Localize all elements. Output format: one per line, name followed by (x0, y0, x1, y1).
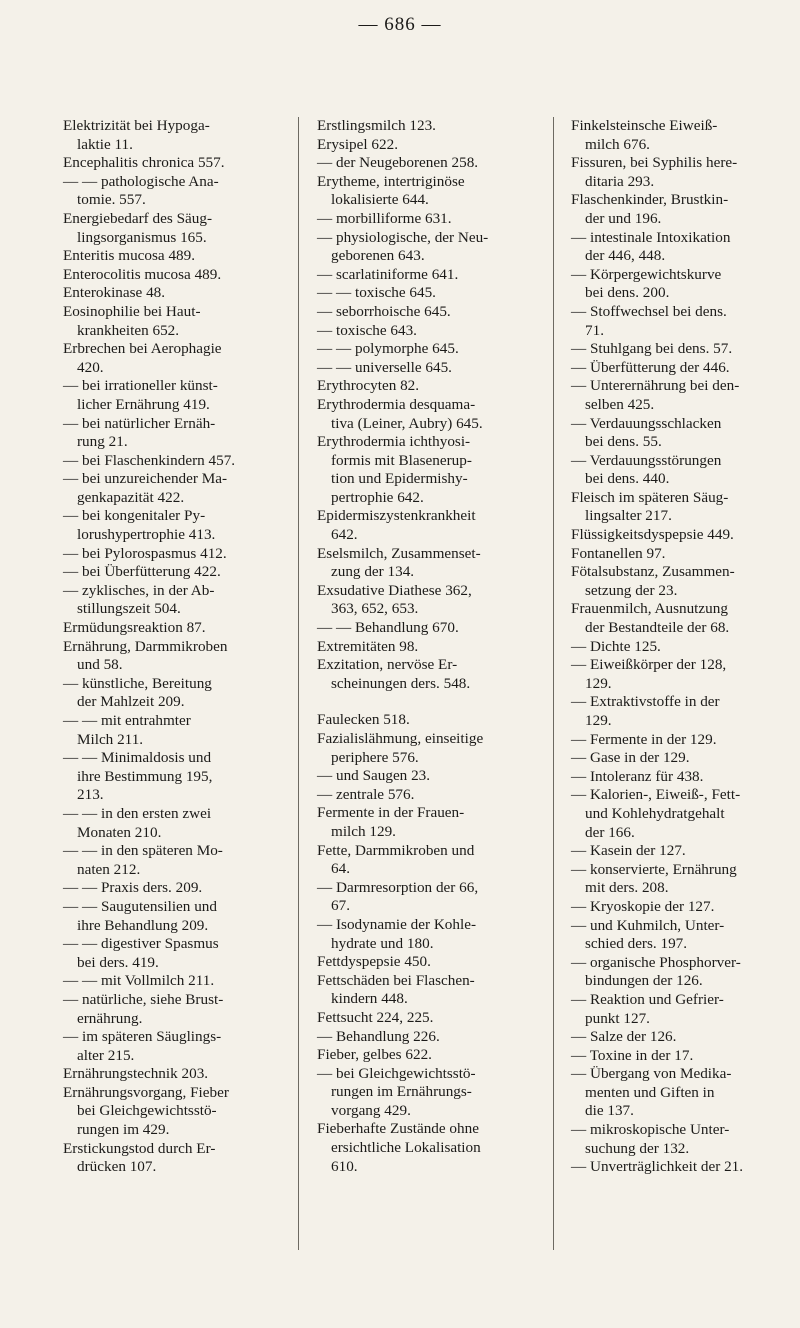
index-entry (63, 712, 273, 749)
index-entry (63, 266, 273, 285)
index-column-3 (571, 117, 776, 1177)
index-entry (317, 842, 522, 879)
index-entry-line: — — mit Vollmilch 211. (63, 972, 215, 990)
index-entry (571, 266, 776, 303)
index-entry-line: Milch 211. (77, 730, 144, 748)
index-entry (317, 507, 522, 544)
index-entry (571, 359, 776, 378)
index-entry-line: — — Saugutensilien und (63, 897, 217, 915)
index-entry (63, 117, 273, 154)
index-entry-line: der Bestandteile der 68. (585, 619, 730, 637)
index-entry-line: menten und Giften in (585, 1083, 715, 1101)
index-entry (63, 879, 273, 898)
index-entry-line: bei Gleichgewichtsstö- (77, 1102, 217, 1120)
index-entry (317, 1009, 522, 1028)
index-entry (63, 1084, 273, 1140)
index-entry-line: und Kohlehydratgehalt (585, 804, 725, 822)
index-entry (317, 1120, 522, 1176)
index-entry-line: Erstickungstod durch Er- (63, 1139, 216, 1157)
index-entry (317, 173, 522, 210)
index-entry-line: — — Praxis ders. 209. (63, 879, 203, 897)
index-entry-line: Erytheme, intertriginöse (317, 172, 465, 190)
index-entry-line: Energiebedarf des Säug- (63, 209, 213, 227)
index-entry-line: — Gase in der 129. (571, 749, 690, 767)
index-entry-line: selben 425. (585, 395, 655, 413)
index-entry-line: Exsudative Diathese 362, (317, 581, 472, 599)
index-entry-line: Erythrodermia desquama- (317, 395, 476, 413)
index-entry (571, 786, 776, 842)
index-entry-line: scheinungen ders. 548. (331, 674, 471, 692)
index-entry (571, 489, 776, 526)
index-entry-line: — Behandlung 226. (317, 1027, 440, 1045)
index-entry (63, 284, 273, 303)
index-entry (63, 619, 273, 638)
index-entry-line: — Unterernährung bei den- (571, 377, 740, 395)
index-entry (571, 1158, 776, 1177)
index-entry-line: drücken 107. (77, 1158, 157, 1176)
index-entry-line: ernährung. (77, 1009, 143, 1027)
index-entry-line: Encephalitis chronica 557. (63, 154, 225, 172)
index-entry (571, 340, 776, 359)
index-entry-line: der 446, 448. (585, 247, 666, 265)
index-entry-line: schied ders. 197. (585, 935, 688, 953)
index-entry (317, 359, 522, 378)
index-entry (571, 749, 776, 768)
index-entry (317, 433, 522, 507)
index-column-2 (317, 117, 522, 1176)
index-entry-line: — im späteren Säuglings- (63, 1028, 222, 1046)
index-entry (63, 805, 273, 842)
index-entry-line: kindern 448. (331, 990, 408, 1008)
index-entry (63, 340, 273, 377)
index-entry-line: — Kalorien-, Eiweiß-, Fett- (571, 786, 741, 804)
index-entry-line: Fettsucht 224, 225. (317, 1008, 434, 1026)
index-entry-line: und 58. (77, 656, 123, 674)
index-entry (571, 563, 776, 600)
index-entry-line: — organische Phosphorver- (571, 953, 741, 971)
index-entry-line: periphere 576. (331, 748, 419, 766)
index-entry (63, 1065, 273, 1084)
index-entry-line: — — toxische 645. (317, 284, 436, 302)
index-entry-line: Fötalsubstanz, Zusammen- (571, 563, 735, 581)
index-entry (317, 619, 522, 638)
index-entry-line: — Unverträglichkeit der 21. (571, 1158, 744, 1176)
index-entry-line: Frauenmilch, Ausnutzung (571, 600, 728, 618)
index-entry (317, 730, 522, 767)
index-entry (63, 675, 273, 712)
index-entry (571, 154, 776, 191)
index-entry-line: Ernährung, Darmmikroben (63, 637, 228, 655)
index-entry-line: Flüssigkeitsdyspepsie 449. (571, 526, 734, 544)
index-entry-line: — Extraktivstoffe in der (571, 693, 720, 711)
index-entry-line: Erythrodermia ichthyosi- (317, 433, 471, 451)
index-entry (317, 340, 522, 359)
index-entry-line: 67. (331, 897, 350, 915)
index-entry-line: — zyklisches, in der Ab- (63, 581, 215, 599)
index-entry-line: ersichtliche Lokalisation (331, 1139, 481, 1157)
index-entry (63, 377, 273, 414)
index-entry-line: — — mit entrahmter (63, 712, 191, 729)
index-entry (571, 377, 776, 414)
index-column-1 (63, 117, 273, 1177)
index-entry (317, 1046, 522, 1065)
index-entry-line: — physiologische, der Neu- (317, 228, 489, 246)
index-entry-line: — Salze der 126. (571, 1028, 677, 1046)
index-entry-line: formis mit Blasenerup- (331, 451, 472, 469)
index-entry-line: — bei Pylorospasmus 412. (63, 544, 227, 562)
index-entry (571, 917, 776, 954)
index-entry-line: — künstliche, Bereitung (63, 674, 212, 692)
index-entry (317, 377, 522, 396)
index-entry-line: lingsalter 217. (585, 507, 672, 525)
index-entry-line: 213. (77, 786, 104, 804)
index-entry-line: — mikroskopische Unter- (571, 1121, 730, 1139)
index-entry-line: 71. (585, 321, 604, 339)
index-entry-line: der 166. (585, 823, 635, 841)
index-entry-line: Monaten 210. (77, 823, 162, 841)
index-entry-line: — Verdauungsstörungen (571, 451, 722, 469)
index-entry (317, 210, 522, 229)
index-entry-line: — natürliche, siehe Brust- (63, 990, 224, 1008)
index-entry-line: bindungen der 126. (585, 972, 703, 990)
index-entry (317, 1028, 522, 1047)
index-entry-line: hydrate und 180. (331, 934, 434, 952)
index-entry (317, 284, 522, 303)
index-entry (63, 749, 273, 805)
index-entry-line: — bei Flaschenkindern 457. (63, 451, 236, 469)
index-entry (63, 470, 273, 507)
index-entry-line: geborenen 643. (331, 247, 425, 265)
index-entry-line: bei dens. 440. (585, 470, 670, 488)
index-entry-line: tiva (Leiner, Aubry) 645. (331, 414, 483, 432)
index-entry-line: Erstlingsmilch 123. (317, 117, 436, 134)
index-entry (63, 898, 273, 935)
index-entry (571, 526, 776, 545)
index-entry-line: — Isodynamie der Kohle- (317, 915, 477, 933)
index-entry-line: — zentrale 576. (317, 785, 415, 803)
index-entry-line: — Fermente in der 129. (571, 730, 717, 748)
index-entry (317, 582, 522, 619)
index-entry (63, 935, 273, 972)
index-entry-line: — Stoffwechsel bei dens. (571, 302, 727, 320)
index-entry-line: Enteritis mucosa 489. (63, 247, 196, 265)
index-entry (571, 1121, 776, 1158)
column-divider (553, 117, 554, 1250)
index-entry-line: bei ders. 419. (77, 953, 159, 971)
index-entry-line: — — universelle 645. (317, 358, 452, 376)
index-entry-line: Fieberhafte Zustände ohne (317, 1120, 479, 1138)
index-entry-line: ihre Bestimmung 195, (77, 767, 213, 785)
index-entry-line: Fieber, gelbes 622. (317, 1046, 432, 1064)
index-entry-line: die 137. (585, 1102, 634, 1120)
page-number: — 686 — (358, 14, 442, 35)
index-entry (571, 861, 776, 898)
index-entry-line: — — in den späteren Mo- (63, 842, 223, 860)
index-entry (317, 953, 522, 972)
index-entry-line: pertrophie 642. (331, 488, 424, 506)
index-entry (63, 1028, 273, 1065)
index-entry-line: ditaria 293. (585, 172, 655, 190)
index-entry (571, 638, 776, 657)
index-entry-line: Ernährungsvorgang, Fieber (63, 1083, 229, 1101)
index-entry-line: naten 212. (77, 860, 141, 878)
index-entry-line: lorushypertrophie 413. (77, 526, 216, 544)
index-entry-line: Ernährungstechnik 203. (63, 1065, 209, 1083)
index-entry-line: Fermente in der Frauen- (317, 804, 465, 822)
index-entry-line: tomie. 557. (77, 191, 146, 209)
index-entry-line: — bei Gleichgewichtsstö- (317, 1064, 476, 1082)
index-entry (317, 879, 522, 916)
index-entry-line: — — pathologische Ana- (63, 172, 219, 190)
index-entry-line: — Stuhlgang bei dens. 57. (571, 340, 733, 358)
index-entry (317, 767, 522, 786)
index-entry-line: 363, 652, 653. (331, 600, 419, 618)
index-entry-line: alter 215. (77, 1046, 135, 1064)
index-entry-line: — Kryoskopie der 127. (571, 897, 715, 915)
index-entry-line: — und Saugen 23. (317, 767, 431, 785)
index-entry-line: laktie 11. (77, 135, 133, 153)
index-entry (63, 247, 273, 266)
index-entry (317, 711, 522, 730)
index-entry (571, 842, 776, 861)
index-entry-line: Fleisch im späteren Säug- (571, 488, 729, 506)
index-entry-line: punkt 127. (585, 1009, 650, 1027)
index-entry-line: — — in den ersten zwei (63, 804, 212, 822)
index-entry-line: setzung der 23. (585, 581, 678, 599)
index-entry (63, 303, 273, 340)
index-entry (63, 563, 273, 582)
index-entry (317, 154, 522, 173)
index-entry-line: Eosinophilie bei Haut- (63, 302, 201, 320)
index-entry-line: 64. (331, 860, 350, 878)
index-entry-line: ihre Behandlung 209. (77, 916, 209, 934)
index-entry (571, 117, 776, 154)
index-entry (571, 693, 776, 730)
index-entry-line: Enterokinase 48. (63, 284, 166, 302)
index-entry (571, 1028, 776, 1047)
index-entry (63, 972, 273, 991)
index-entry-line: mit ders. 208. (585, 879, 669, 897)
index-entry-line: — morbilliforme 631. (317, 209, 452, 227)
index-entry-line: lingsorganismus 165. (77, 228, 207, 246)
index-entry-line: 129. (585, 674, 612, 692)
index-entry-line: rung 21. (77, 433, 128, 451)
index-entry-line: Flaschenkinder, Brustkin- (571, 191, 729, 209)
index-entry (63, 1140, 273, 1177)
index-entry-line: — seborrhoische 645. (317, 302, 451, 320)
index-entry (317, 638, 522, 657)
index-entry-line: bei dens. 200. (585, 284, 670, 302)
index-entry-line: — der Neugeborenen 258. (317, 154, 479, 172)
index-entry-line: Fazialislähmung, einseitige (317, 730, 484, 747)
index-entry (63, 415, 273, 452)
index-entry-line: Fissuren, bei Syphilis here- (571, 154, 738, 172)
index-entry-line: — Übergang von Medika- (571, 1065, 732, 1083)
index-entry-line: — bei Überfütterung 422. (63, 563, 221, 581)
index-entry-line: — Reaktion und Gefrier- (571, 990, 724, 1008)
index-entry-line: — Überfütterung der 446. (571, 358, 730, 376)
index-entry (317, 229, 522, 266)
index-entry-line: stillungszeit 504. (77, 600, 181, 618)
index-entry (317, 545, 522, 582)
index-entry (317, 322, 522, 341)
index-entry-line: — intestinale Intoxikation (571, 228, 731, 246)
index-entry-line: Exzitation, nervöse Er- (317, 656, 458, 674)
index-entry (63, 452, 273, 471)
index-entry-line: lokalisierte 644. (331, 191, 429, 209)
index-entry (63, 507, 273, 544)
index-entry (571, 768, 776, 787)
index-entry-line: licher Ernährung 419. (77, 395, 210, 413)
index-entry (571, 452, 776, 489)
index-entry-line: — Verdauungsschlacken (571, 414, 722, 432)
index-entry-line: milch 129. (331, 822, 396, 840)
index-entry-line: Fettschäden bei Flaschen- (317, 971, 475, 989)
index-entry-line: — Dichte 125. (571, 637, 661, 655)
index-entry (63, 991, 273, 1028)
index-entry (571, 1065, 776, 1121)
index-entry-line: — konservierte, Ernährung (571, 860, 737, 878)
index-entry-line: — Toxine in der 17. (571, 1046, 694, 1064)
index-entry-line: krankheiten 652. (77, 321, 180, 339)
index-entry-line: Fette, Darmmikroben und (317, 841, 475, 859)
index-entry (63, 173, 273, 210)
index-entry (571, 991, 776, 1028)
index-entry-line: rungen im 429. (77, 1121, 170, 1139)
index-entry-line: — Kasein der 127. (571, 842, 686, 860)
index-entry-line: 642. (331, 526, 358, 544)
index-entry-line: milch 676. (585, 135, 650, 153)
index-entry-line: — Eiweißkörper der 128, (571, 656, 727, 674)
index-entry (63, 210, 273, 247)
index-entry-line: Fettdyspepsie 450. (317, 953, 431, 971)
index-entry-line: Elektrizität bei Hypoga- (63, 117, 210, 134)
index-entry-line: Eselsmilch, Zusammenset- (317, 544, 481, 562)
index-entry-line: 420. (77, 358, 104, 376)
index-entry-line: 129. (585, 712, 612, 729)
index-entry-line: Enterocolitis mucosa 489. (63, 265, 222, 283)
index-entry (317, 303, 522, 322)
index-entry-line: 610. (331, 1157, 358, 1175)
index-entry-line: — Körpergewichtskurve (571, 265, 722, 283)
index-entry-line: Fontanellen 97. (571, 544, 666, 562)
index-entry (571, 600, 776, 637)
index-entry-line: — — digestiver Spasmus (63, 935, 219, 953)
index-entry (317, 1065, 522, 1121)
index-entry (571, 545, 776, 564)
index-entry-line: — bei natürlicher Ernäh- (63, 414, 216, 432)
index-entry (317, 656, 522, 693)
index-entry-line: — und Kuhmilch, Unter- (571, 916, 725, 934)
index-entry-line: zung der 134. (331, 563, 415, 581)
index-entry (571, 898, 776, 917)
index-entry (63, 545, 273, 564)
index-entry (317, 266, 522, 285)
index-entry-line: Erbrechen bei Aerophagie (63, 340, 222, 358)
index-entry (317, 786, 522, 805)
index-entry-line: tion und Epidermishy- (331, 470, 468, 488)
index-entry-line: — bei unzureichender Ma- (63, 470, 228, 488)
index-entry-line: Erythrocyten 82. (317, 377, 420, 395)
index-entry-line: suchung der 132. (585, 1139, 690, 1157)
index-entry (317, 804, 522, 841)
index-entry-line: — scarlatiniforme 641. (317, 265, 459, 283)
index-entry-line: — toxische 643. (317, 321, 417, 339)
section-gap (317, 693, 522, 711)
index-entry (571, 954, 776, 991)
index-entry (571, 303, 776, 340)
index-entry-line: — — Minimaldosis und (63, 749, 212, 767)
index-entry-line: — bei irrationeller künst- (63, 377, 218, 395)
index-entry-line: Ermüdungsreaktion 87. (63, 619, 206, 637)
index-entry-line: der und 196. (585, 209, 662, 227)
index-entry (63, 638, 273, 675)
index-entry (317, 972, 522, 1009)
index-entry (63, 154, 273, 173)
index-entry-line: Faulecken 518. (317, 711, 410, 729)
index-entry (317, 916, 522, 953)
index-entry (317, 396, 522, 433)
index-entry (317, 117, 522, 136)
index-entry-line: vorgang 429. (331, 1101, 411, 1119)
index-entry-line: der Mahlzeit 209. (77, 693, 185, 711)
index-entry (571, 229, 776, 266)
index-entry-line: Extremitäten 98. (317, 637, 419, 655)
column-divider (298, 117, 299, 1250)
index-entry-line: — Darmresorption der 66, (317, 878, 479, 896)
index-entry-line: Epidermiszystenkrankheit (317, 507, 476, 525)
index-entry (571, 656, 776, 693)
index-entry-line: Finkelsteinsche Eiweiß- (571, 117, 718, 134)
index-entry (571, 731, 776, 750)
index-entry-line: — — polymorphe 645. (317, 340, 459, 358)
index-entry (317, 136, 522, 155)
index-entry-line: rungen im Ernährungs- (331, 1083, 472, 1101)
index-entry (63, 582, 273, 619)
index-entry (571, 1047, 776, 1066)
index-entry (571, 191, 776, 228)
index-entry-line: bei dens. 55. (585, 433, 662, 451)
index-entry (571, 415, 776, 452)
index-entry-line: genkapazität 422. (77, 488, 185, 506)
index-entry-line: — Intoleranz für 438. (571, 767, 704, 785)
index-entry (63, 842, 273, 879)
index-entry-line: — bei kongenitaler Py- (63, 507, 206, 525)
index-entry-line: — — Behandlung 670. (317, 619, 459, 637)
index-entry-line: Erysipel 622. (317, 135, 398, 153)
